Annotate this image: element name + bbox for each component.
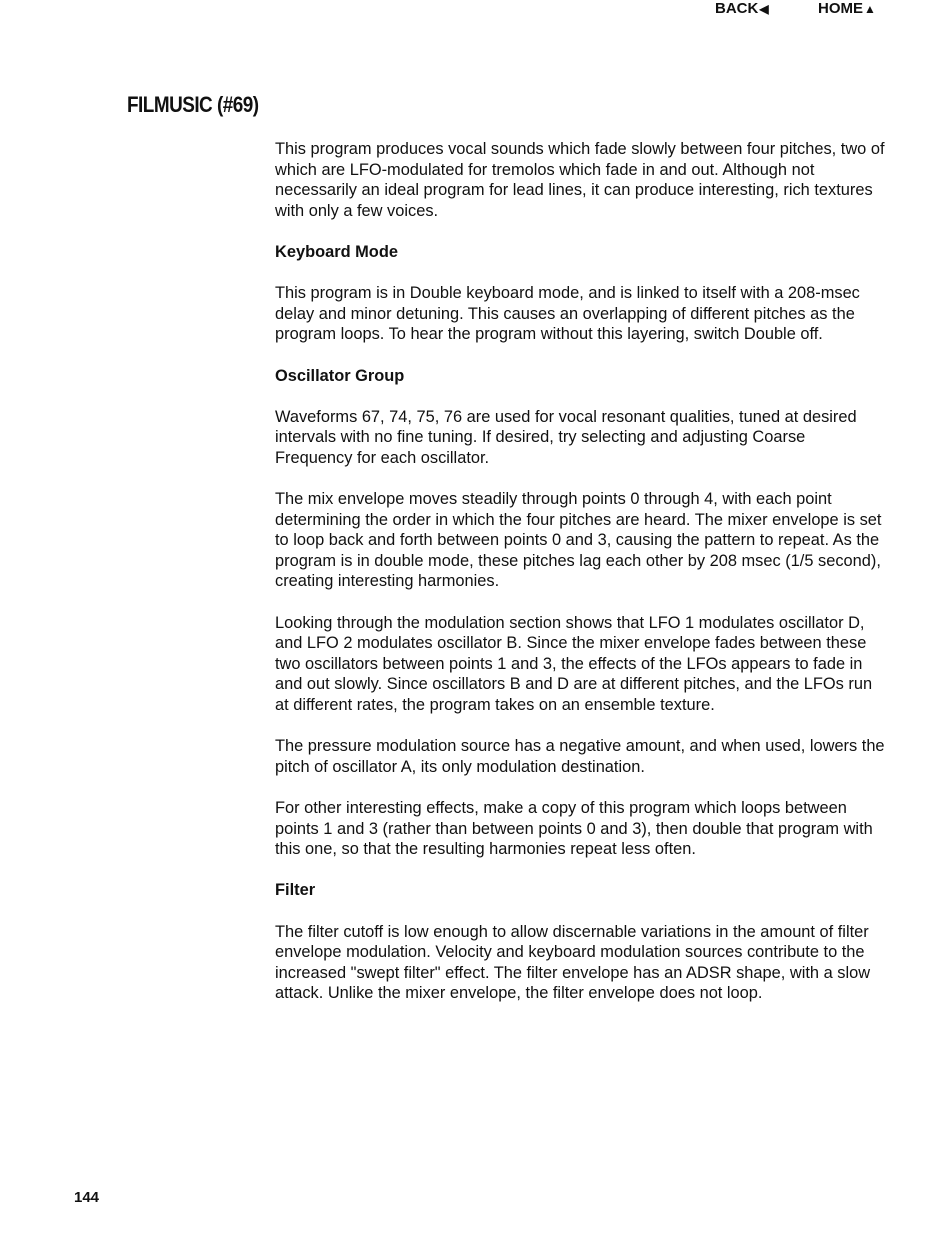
section-filter — [275, 880, 887, 1004]
body-paragraph: The filter cutoff is low enough to allow discernable variations in the amount of filter envelope modulation. Velocity and keyboard modulation sources contribute to the increased "swept filter" effect. The filter envelope has an ADSR shape, with a slow attack. Unlike the mixer envelope, the filter envelope does not loop. — [275, 922, 871, 1003]
section-heading: Keyboard Mode — [275, 242, 398, 261]
section-keyboard-mode — [275, 242, 887, 345]
section-oscillator-group — [275, 366, 887, 860]
back-link-label: BACK — [715, 0, 759, 17]
body-paragraph: The mix envelope moves steadily through points 0 through 4, with each point determining the order in which the four pitches are heard. The mixer envelope is set to loop back and forth between points 0 and 3, causing the pattern to repeat. As the program is in double mode, these pitches lag each other by 208 msec (1/5 second), creating interesting harmonies. — [275, 490, 882, 591]
page-number: 144 — [74, 1189, 100, 1206]
triangle-up-icon: ▲ — [864, 2, 876, 16]
back-link[interactable] — [715, 0, 769, 18]
home-link[interactable] — [818, 0, 876, 18]
document-body — [275, 139, 887, 1025]
section-heading: Oscillator Group — [275, 366, 405, 385]
body-paragraph: This program is in Double keyboard mode, and is linked to itself with a 208-msec delay and minor detuning. This causes an overlapping of different pitches as the program loops. To hear the program without this layering, switch Double off. — [275, 284, 860, 344]
home-link-label: HOME — [818, 0, 863, 17]
body-paragraph: Waveforms 67, 74, 75, 76 are used for vocal resonant qualities, tuned at desired intervals with no fine tuning. If desired, try selecting and adjusting Coarse Frequency for each oscillator. — [275, 407, 857, 467]
section-heading: Filter — [275, 881, 316, 900]
body-paragraph: The pressure modulation source has a negative amount, and when used, lowers the pitch of oscillator A, its only modulation destination. — [275, 737, 885, 776]
page-title: FILMUSIC (#69) — [127, 92, 259, 117]
body-paragraph: For other interesting effects, make a copy of this program which loops between points 1 and 3 (rather than between points 0 and 3), then double that program with this one, so that the resulting harmonies repeat less often. — [275, 799, 873, 859]
triangle-left-icon: ◀ — [759, 2, 769, 16]
body-paragraph: Looking through the modulation section shows that LFO 1 modulates oscillator D, and LFO 2 modulates oscillator B. Since the mixer envelope fades between these two oscillators between points 1 and 3, the effects of the LFOs appears to fade in and out slowly. Since oscillators B and D are at different pitches, and the LFOs run at different rates, the program takes on an ensemble texture. — [275, 613, 873, 715]
intro-paragraph: This program produces vocal sounds which fade slowly between four pitches, two of which are LFO-modulated for tremolos which fade in and out. Although not necessarily an ideal program for lead lines, it can produce interesting, rich textures with only a few voices. — [275, 140, 885, 220]
